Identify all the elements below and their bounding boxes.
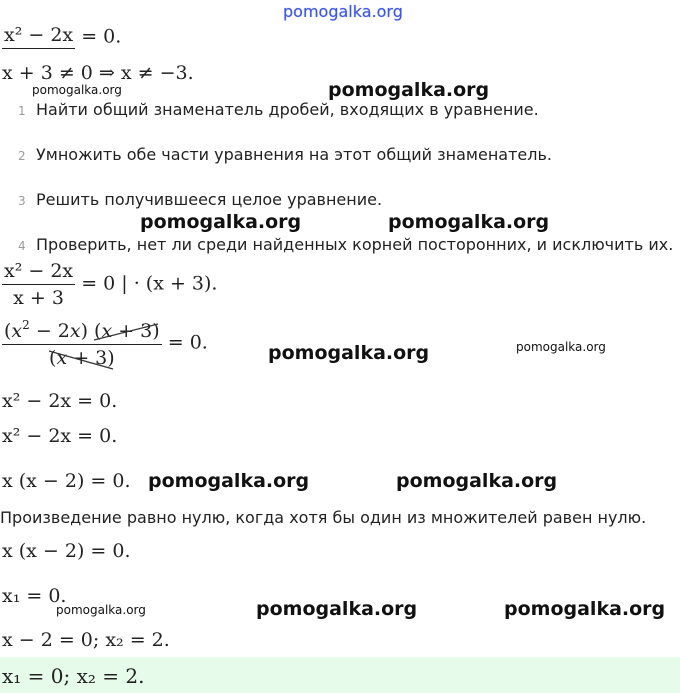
- fraction-denominator: x + 3: [13, 287, 64, 309]
- watermark: pomogalka.org: [140, 211, 302, 233]
- fraction-numerator: $(x^2 - 2x) (x + 3)$: [2, 318, 162, 345]
- watermark: pomogalka.org: [56, 603, 146, 617]
- equation-fraction-1: [2, 24, 121, 51]
- watermark-top: pomogalka.org: [283, 2, 403, 21]
- fraction-numerator: x² − 2x: [2, 260, 75, 285]
- step-text: Решить получившееся целое уравнение.: [36, 190, 383, 209]
- equation-line: x (x − 2) = 0.: [2, 470, 131, 492]
- watermark: pomogalka.org: [388, 211, 550, 233]
- answer-text: x₁ = 0; x₂ = 2.: [2, 664, 145, 688]
- equation-rhs: = 0 | · (x + 3).: [81, 272, 218, 295]
- strike-line: [92, 320, 162, 344]
- equation-fraction-2: [2, 260, 217, 309]
- step-item: [18, 145, 552, 164]
- cancelled-factor: (x + 3): [49, 347, 115, 369]
- step-text: Проверить, нет ли среди найденных корней посторонних, и исключить их.: [36, 235, 674, 254]
- answer-box: [0, 657, 680, 693]
- cancelled-factor: (x + 3): [94, 320, 160, 342]
- step-number: 3: [18, 194, 26, 208]
- fraction-denominator: [2, 49, 75, 51]
- fraction: [2, 260, 75, 309]
- fraction-numerator: x² − 2x: [2, 24, 75, 49]
- step-text: Умножить обе части уравнения на этот общий знаменатель.: [36, 145, 553, 164]
- step-number: 1: [18, 104, 26, 118]
- equation-line: x² − 2x = 0.: [2, 390, 118, 412]
- equation-line: x (x − 2) = 0.: [2, 540, 131, 562]
- equation-rhs: = 0.: [81, 25, 122, 48]
- watermark: pomogalka.org: [328, 79, 490, 101]
- root-1: x₁ = 0.: [2, 585, 67, 607]
- explanation-text: Произведение равно нулю, когда хотя бы один из множителей равен нулю.: [0, 508, 647, 527]
- step-number: 4: [18, 239, 26, 253]
- step-text: Найти общий знаменатель дробей, входящих в уравнение.: [36, 100, 539, 119]
- root-2: x − 2 = 0; x₂ = 2.: [2, 629, 170, 651]
- step-item: [18, 235, 673, 254]
- watermark: pomogalka.org: [32, 83, 122, 97]
- watermark: pomogalka.org: [396, 470, 558, 492]
- watermark: pomogalka.org: [268, 342, 430, 364]
- watermark: pomogalka.org: [516, 340, 606, 354]
- fraction: [2, 24, 75, 51]
- domain-restriction: x + 3 ≠ 0 ⇒ x ≠ −3.: [2, 62, 194, 84]
- equation-line: x² − 2x = 0.: [2, 425, 118, 447]
- fraction-denominator: [2, 345, 162, 369]
- step-item: [18, 100, 539, 119]
- equation-cancellation: [2, 318, 208, 369]
- strike-line: [47, 347, 117, 371]
- watermark: pomogalka.org: [256, 598, 418, 620]
- watermark: pomogalka.org: [148, 470, 310, 492]
- fraction: [2, 318, 162, 369]
- watermark: pomogalka.org: [504, 598, 666, 620]
- equation-rhs: = 0.: [167, 331, 208, 354]
- step-item: [18, 190, 382, 209]
- step-number: 2: [18, 149, 26, 163]
